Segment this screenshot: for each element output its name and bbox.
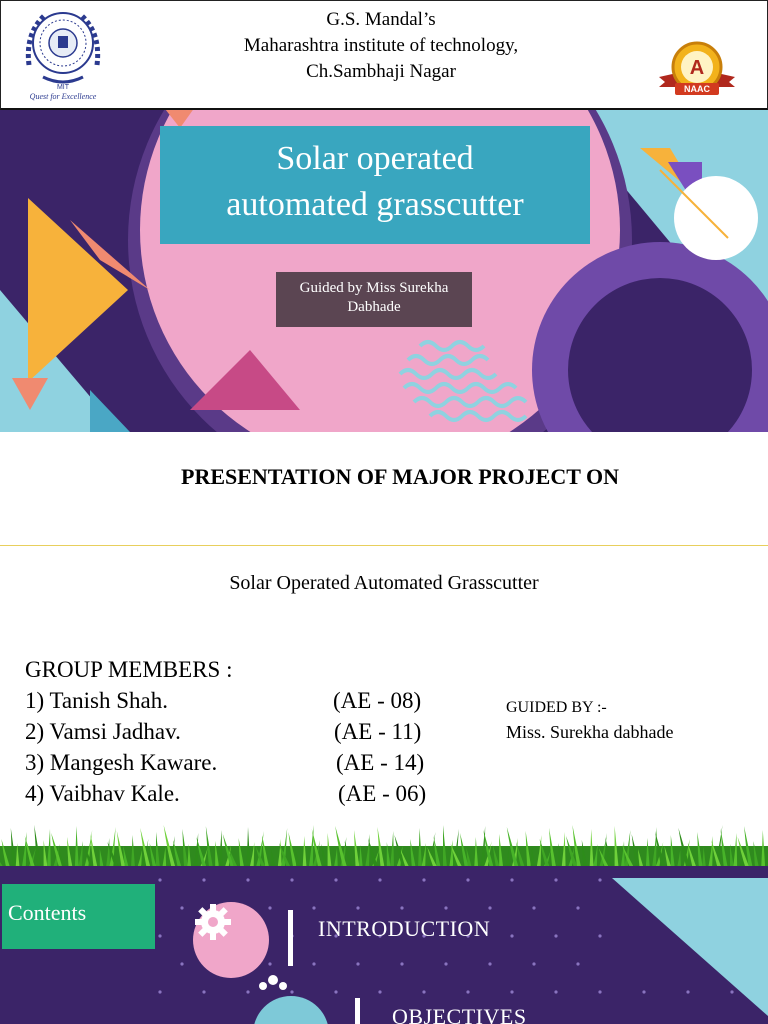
grass-border-image	[0, 808, 768, 868]
institution-header	[0, 0, 768, 110]
contents-item-introduction[interactable]: INTRODUCTION	[318, 916, 491, 941]
project-title-box	[160, 126, 590, 244]
institution-name	[181, 7, 581, 85]
member-name: 4) Vaibhav Kale.	[25, 781, 180, 806]
project-title-line-1: Solar operated	[276, 140, 474, 177]
guide-line-2: Dabhade	[347, 299, 401, 315]
guided-by	[506, 696, 673, 744]
naac-grade: A	[689, 57, 705, 79]
institution-line-2: Maharashtra institute of technology,	[243, 35, 519, 56]
group-members-heading: GROUP MEMBERS :	[25, 657, 233, 682]
member-code: (AE - 06)	[338, 781, 427, 806]
member-code: (AE - 08)	[333, 688, 422, 713]
project-title-line-2: automated grasscutter	[226, 186, 524, 223]
member-code: (AE - 14)	[336, 750, 425, 775]
group-members	[25, 654, 465, 809]
section-divider	[0, 545, 768, 546]
member-code: (AE - 11)	[334, 719, 422, 744]
title-banner	[0, 110, 768, 432]
institution-line-1: G.S. Mandal’s	[326, 9, 436, 30]
naac-a-grade-badge-icon	[655, 39, 739, 101]
guided-by-label: GUIDED BY :-	[506, 699, 607, 716]
member-row	[25, 778, 465, 809]
member-name: 1) Tanish Shah.	[25, 688, 168, 713]
contents-item-objectives[interactable]: OBJECTIVES	[392, 1004, 527, 1024]
gear-icon	[193, 902, 233, 942]
member-row	[25, 685, 465, 716]
guide-box	[276, 272, 472, 327]
contents-heading: Contents	[2, 884, 155, 949]
institution-line-3: Ch.Sambhaji Nagar	[306, 61, 456, 82]
member-name: 3) Mangesh Kaware.	[25, 750, 218, 775]
mit-emblem-icon	[15, 3, 111, 103]
member-row	[25, 716, 465, 747]
guide-line-1: Guided by Miss Surekha	[299, 280, 449, 296]
cluster-icon	[253, 966, 293, 1006]
item-separator-bar	[288, 910, 293, 966]
guided-by-name: Miss. Surekha dabhade	[506, 722, 674, 742]
member-name: 2) Vamsi Jadhav.	[25, 719, 181, 744]
logo-abbr: MIT	[56, 84, 70, 91]
item-separator-bar	[355, 998, 360, 1024]
presentation-title: PRESENTATION OF MAJOR PROJECT ON	[181, 464, 619, 489]
project-name: Solar Operated Automated Grasscutter	[229, 572, 539, 594]
logo-motto: Quest for Excellence	[29, 92, 97, 101]
contents-slide	[0, 866, 768, 1024]
member-row	[25, 747, 465, 778]
naac-label: NAAC	[684, 84, 710, 94]
